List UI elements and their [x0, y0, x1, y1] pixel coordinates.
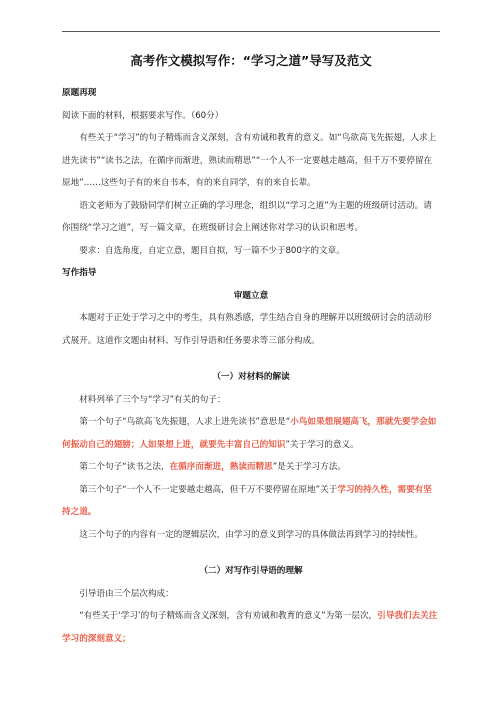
subheading-material-reading: （一）对材料的解读 — [212, 372, 290, 382]
prompt-intro: 阅读下面的材料，根据要求写作。（60分） — [62, 110, 224, 121]
sentence-two-pre: 第二个句子“读书之法， — [79, 462, 170, 472]
sentence-one-pre: 第一个句子“鸟欲高飞先振翅，人求上进先读书”意思是“ — [79, 417, 291, 427]
material-paragraph-2: 语文老师为了鼓励同学们树立正确的学习理念，组织以“学习之道”为主题的班级研讨活动。请你围绕“学习之道”，写一篇文章，在班级研讨会上阐述你对学习的认识和思考。 — [62, 200, 432, 233]
guide-level-one-highlight: 引导我们去关注学习的深刻意义； — [62, 611, 438, 644]
sentence-three-paragraph — [62, 479, 440, 524]
sentence-three-highlight: 学习的持久性，需要有坚持之道。 — [62, 484, 432, 517]
sentence-two-paragraph — [62, 456, 440, 479]
guide-level-one-paragraph — [62, 605, 440, 650]
material-reading-intro: 材料列举了三个与“学习”有关的句子： — [79, 394, 226, 405]
sentence-three-pre: 第三个句子“一个人不一定要越走越高，但千万不要停留在原地”关于 — [79, 484, 338, 495]
document-title: 高考作文模拟写作：“学习之道”导写及范文 — [130, 53, 372, 68]
requirement-paragraph: 要求：自选角度，自定立意，题目自拟，写一篇不少于800字的文章。 — [79, 245, 345, 256]
sentence-one-post: ”关于学习的意义。 — [285, 439, 359, 450]
document-page — [62, 52, 440, 650]
material-paragraph-1: 有些关于“学习”的句子精炼而含义深刻，含有劝诫和教育的意义。如“鸟欲高飞先振翅，人求上进先读书”“读书之法，在循序而渐进，熟读而精思”“一个人不一定要越走越高，但千万不要停留在原地”……这些句子有的来自书本，有的来自同学，有的来自长辈。 — [62, 133, 437, 188]
review-paragraph: 本题对于正处于学习之中的考生，具有熟悉感，学生结合自身的理解并以班级研讨会的活动形式展开。这道作文题由材料、写作引导语和任务要求等三部分构成。 — [62, 313, 432, 346]
subheading-review: 审题立意 — [233, 290, 269, 301]
guide-intro: 引导语由三个层次构成： — [79, 588, 174, 599]
subheading-guide-reading: （二）对写作引导语的理解 — [199, 566, 303, 576]
material-summary-paragraph: 这三个句子的内容有一定的逻辑层次，由学习的意义到学习的具体做法再到学习的持续性。 — [79, 529, 423, 540]
sentence-one-paragraph — [62, 411, 440, 456]
sentence-two-highlight: 在循序而渐进，熟读而精思 — [169, 462, 273, 472]
top-rule — [62, 31, 440, 32]
section-heading-original: 原题再现 — [62, 88, 97, 98]
guide-level-one-pre: “有些关于‘学习’的句子精炼而含义深刻，含有劝诫和教育的意义”为第一层次， — [79, 611, 378, 621]
section-heading-guide: 写作指导 — [62, 268, 97, 278]
sentence-two-post: ”是关于学习方法。 — [272, 462, 346, 472]
sentence-one-highlight: 小鸟如果想展翅高飞，那就先要学会如何振动自己的翅膀；人如果想上进，就要先丰富自己的知识 — [62, 417, 437, 450]
